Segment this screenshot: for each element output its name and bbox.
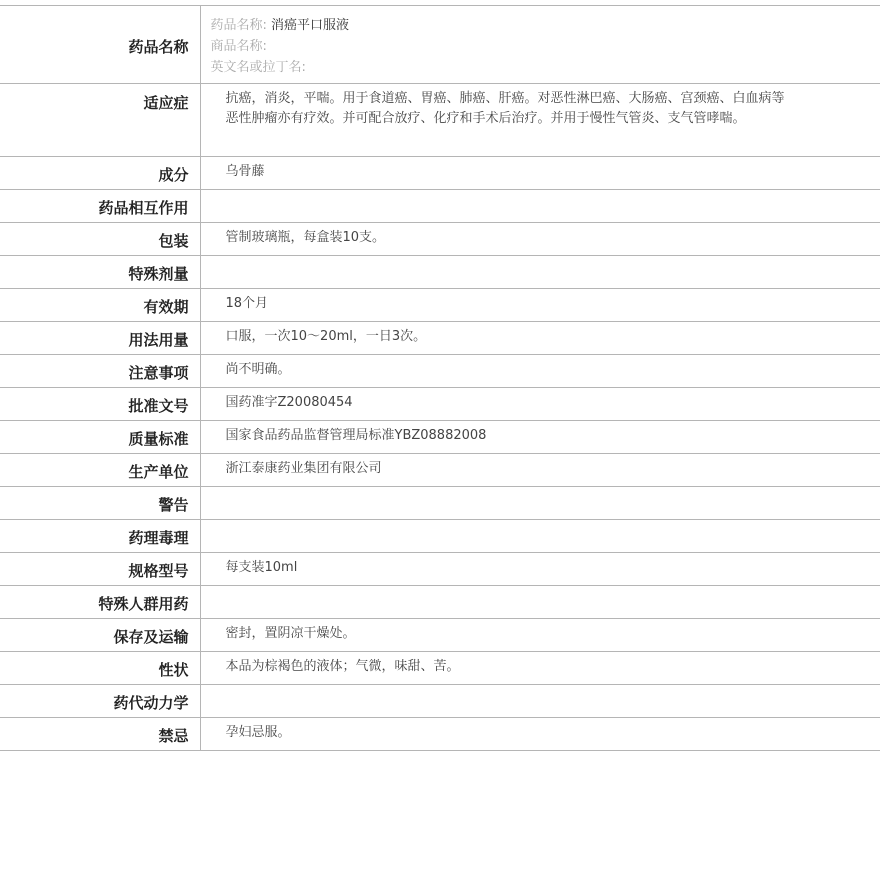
row-label: 质量标准 xyxy=(0,421,200,454)
row-label: 保存及运输 xyxy=(0,619,200,652)
row-label: 批准文号 xyxy=(0,388,200,421)
table-row xyxy=(0,619,880,652)
row-label-drug-name: 药品名称 xyxy=(0,6,200,84)
row-value: 密封，置阴凉干燥处。 xyxy=(200,619,880,652)
row-value xyxy=(200,256,880,289)
table-row xyxy=(0,289,880,322)
row-label: 药品相互作用 xyxy=(0,190,200,223)
row-value xyxy=(200,586,880,619)
row-label: 成分 xyxy=(0,157,200,190)
row-value: 口服，一次10～20ml，一日3次。 xyxy=(200,322,880,355)
table-row xyxy=(0,355,880,388)
table-row xyxy=(0,454,880,487)
generic-name-key: 药品名称: xyxy=(210,18,267,33)
row-label: 用法用量 xyxy=(0,322,200,355)
row-value: 孕妇忌服。 xyxy=(200,718,880,751)
row-value xyxy=(200,685,880,718)
row-value: 国药准字Z20080454 xyxy=(200,388,880,421)
table-row xyxy=(0,157,880,190)
row-value xyxy=(200,487,880,520)
row-label: 包装 xyxy=(0,223,200,256)
table-row xyxy=(0,256,880,289)
row-label: 生产单位 xyxy=(0,454,200,487)
row-value: 浙江泰康药业集团有限公司 xyxy=(200,454,880,487)
row-label: 有效期 xyxy=(0,289,200,322)
table-row xyxy=(0,718,880,751)
table-row xyxy=(0,322,880,355)
row-label: 特殊人群用药 xyxy=(0,586,200,619)
table-row xyxy=(0,223,880,256)
row-value: 尚不明确。 xyxy=(200,355,880,388)
row-value xyxy=(200,190,880,223)
english-name-line xyxy=(211,57,871,78)
table-row xyxy=(0,388,880,421)
table-row xyxy=(0,190,880,223)
table-row xyxy=(0,487,880,520)
table-row xyxy=(0,421,880,454)
row-label: 注意事项 xyxy=(0,355,200,388)
row-value: 管制玻璃瓶，每盒装10支。 xyxy=(200,223,880,256)
row-label: 警告 xyxy=(0,487,200,520)
generic-name-value: 消癌平口服液 xyxy=(271,18,350,33)
drug-name-cell xyxy=(200,6,880,84)
table-row xyxy=(0,553,880,586)
row-label: 药代动力学 xyxy=(0,685,200,718)
trade-name-key: 商品名称: xyxy=(210,39,267,54)
drug-info-table-body xyxy=(0,6,880,751)
row-value: 国家食品药品监督管理局标准YBZ08882008 xyxy=(200,421,880,454)
row-value: 抗癌，消炎，平喘。用于食道癌、胃癌、肺癌、肝癌。对恶性淋巴癌、大肠癌、宫颈癌、白血病等恶性肿瘤亦有疗效。并可配合放疗、化疗和手术后治疗。并用于慢性气管炎、支气管哮喘。 xyxy=(200,84,880,157)
generic-name-line xyxy=(211,15,871,36)
table-row-drug-name xyxy=(0,6,880,84)
table-row xyxy=(0,685,880,718)
row-value xyxy=(200,520,880,553)
table-row xyxy=(0,520,880,553)
row-value: 每支装10ml xyxy=(200,553,880,586)
row-label: 规格型号 xyxy=(0,553,200,586)
row-label: 特殊剂量 xyxy=(0,256,200,289)
row-label: 禁忌 xyxy=(0,718,200,751)
row-value: 18个月 xyxy=(200,289,880,322)
table-row xyxy=(0,84,880,157)
trade-name-line xyxy=(211,36,871,57)
english-name-key: 英文名或拉丁名: xyxy=(210,60,306,75)
row-label: 适应症 xyxy=(0,84,200,157)
table-row xyxy=(0,652,880,685)
drug-info-table xyxy=(0,5,880,751)
row-value: 本品为棕褐色的液体；气微，味甜、苦。 xyxy=(200,652,880,685)
row-value: 乌骨藤 xyxy=(200,157,880,190)
row-label: 性状 xyxy=(0,652,200,685)
row-label: 药理毒理 xyxy=(0,520,200,553)
table-row xyxy=(0,586,880,619)
